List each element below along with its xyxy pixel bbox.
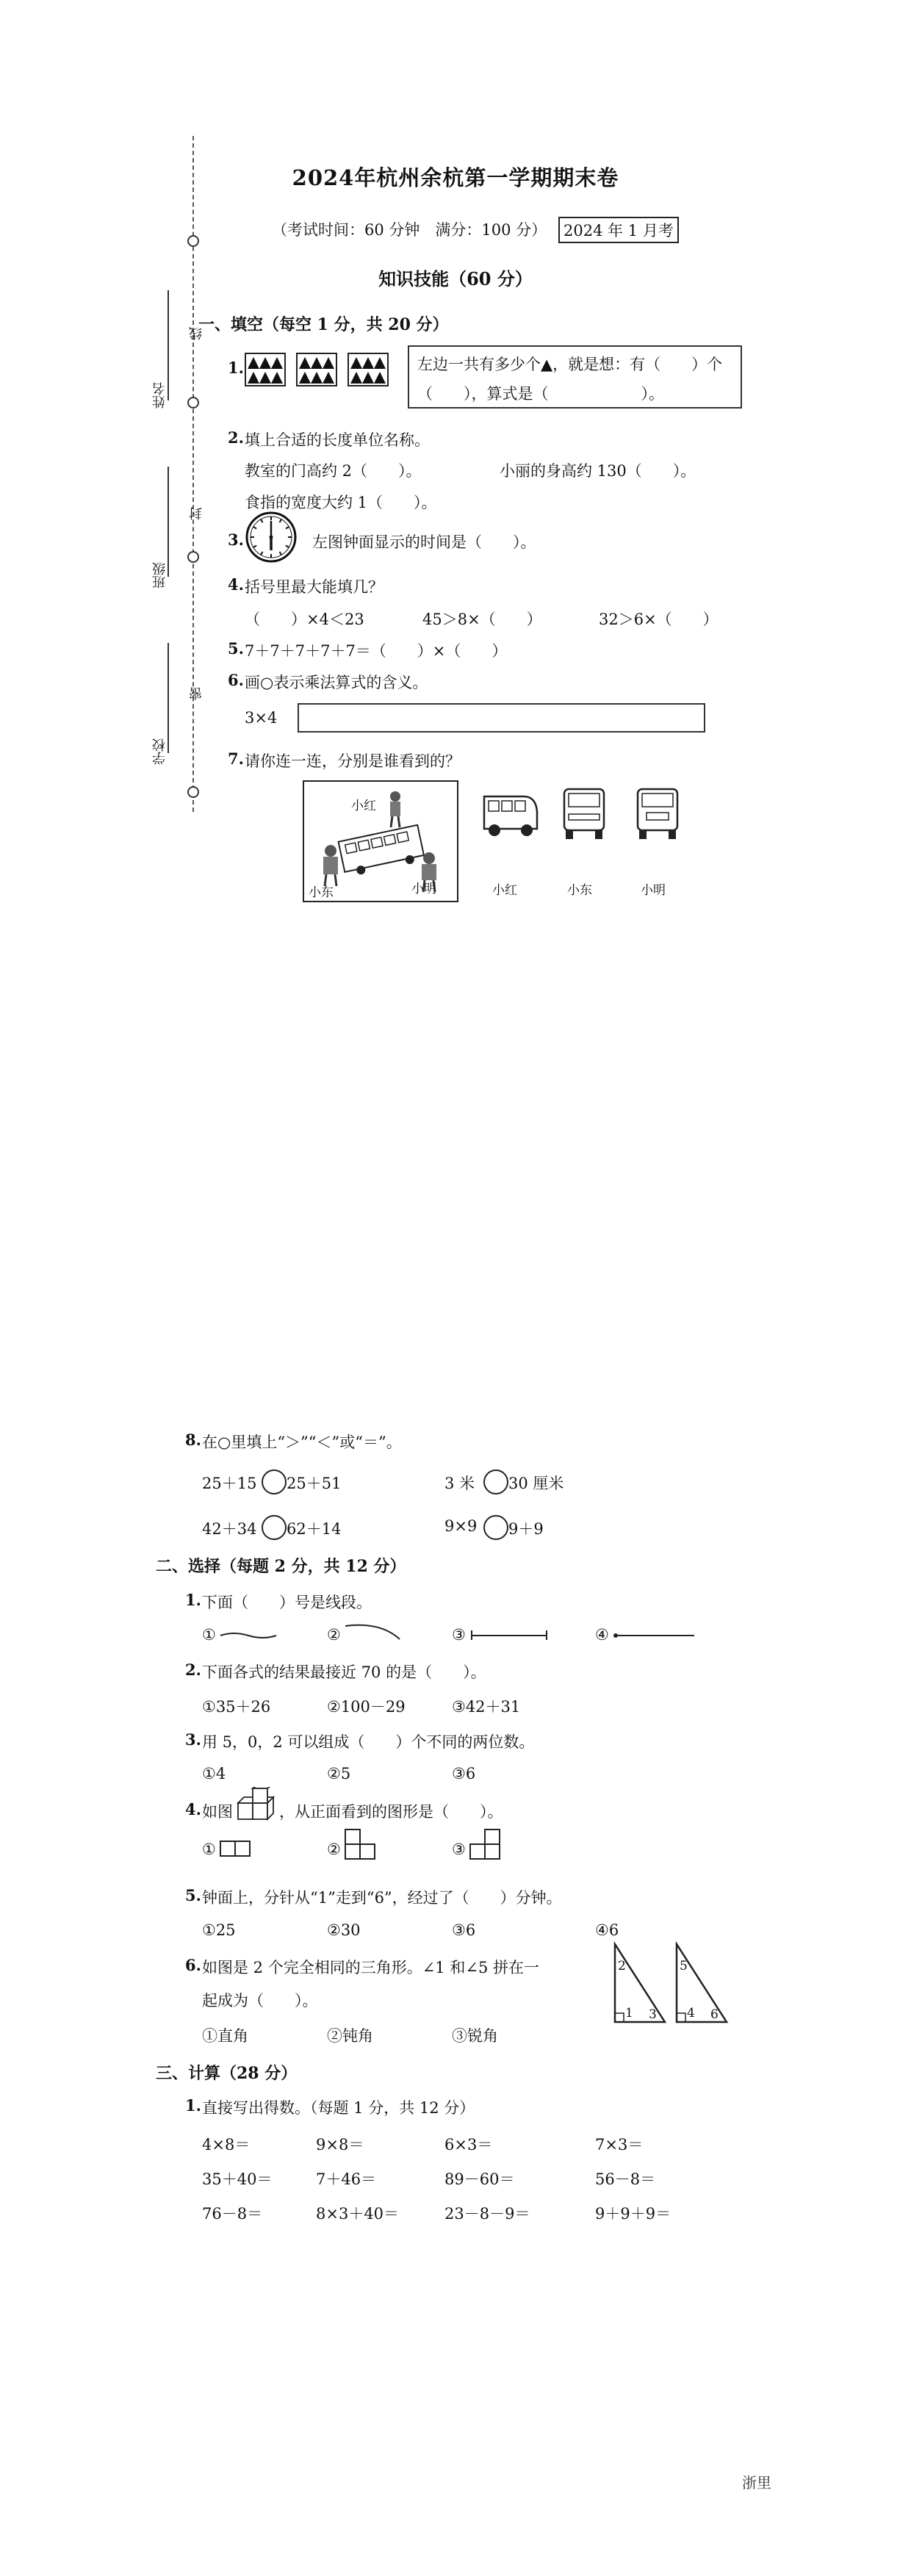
s2-q5-option-3[interactable]: ③6	[452, 1921, 476, 1939]
q4-item-b: 45＞8×（ ）	[422, 611, 542, 628]
q8-r1b-right: 30 厘米	[508, 1475, 564, 1492]
three-squares-l-icon	[344, 1828, 378, 1865]
s2-q2-option-3[interactable]: ③42＋31	[452, 1698, 521, 1716]
school-label: 学校	[152, 738, 168, 765]
q7-option-label-1: 小红	[492, 883, 517, 898]
math-item: 9×8＝	[316, 2136, 364, 2154]
s2-q4-option-2[interactable]: ②	[327, 1841, 341, 1858]
q7-kid-right-label: 小明	[411, 882, 436, 896]
s2-q1-option-4[interactable]: ④	[595, 1626, 609, 1644]
math-item: 4×8＝	[202, 2136, 251, 2154]
q8-r2b-left: 9×9	[444, 1517, 478, 1535]
s2-q6-option-1[interactable]: ①直角	[202, 2027, 248, 2045]
bus-side-view	[481, 786, 540, 842]
name-label: 姓名	[152, 382, 168, 409]
s2-q4-stem-a: 如图	[202, 1803, 233, 1821]
s3-q1-stem: 直接写出得数。（每题 1 分，共 12 分）	[202, 2099, 475, 2117]
class-line	[168, 467, 169, 577]
angle-label-4: 4	[687, 2006, 695, 2021]
s2-q4-option-1[interactable]: ①	[202, 1841, 216, 1858]
arc-line-icon	[344, 1620, 403, 1645]
q2-item-b: 小丽的身高约 130（ ）。	[500, 462, 696, 480]
q1-text-line-2: （ ），算式是（ ）。	[417, 385, 664, 403]
q6-drawing-box[interactable]	[298, 703, 705, 733]
s2-q3-option-1[interactable]: ①4	[202, 1765, 226, 1782]
s2-q5-option-4[interactable]: ④6	[595, 1921, 619, 1939]
school-line	[168, 643, 169, 753]
s2-q2-option-2[interactable]: ②100－29	[327, 1698, 406, 1716]
q1-text-line-1: 左边一共有多少个▲，就是想：有（ ）个	[417, 356, 723, 373]
gutter-fold-label-2: 封	[189, 507, 204, 520]
q8-number: 8.	[185, 1431, 201, 1449]
angle-label-1: 1	[625, 2006, 633, 2021]
q1-number: 1.	[228, 359, 244, 377]
q2-item-c: 食指的宽度大约 1（ ）。	[245, 494, 437, 511]
s2-q6-stem-line-1: 如图是 2 个完全相同的三角形。∠1 和∠5 拼在一	[202, 1959, 539, 1976]
three-squares-r-icon	[469, 1828, 503, 1865]
angle-label-2: 2	[618, 1959, 626, 1974]
bus-back-view	[633, 785, 682, 843]
triangle-group-icon	[349, 354, 387, 385]
angle-label-5: 5	[680, 1959, 688, 1974]
wavy-line-icon	[219, 1627, 278, 1646]
exam-info: （考试时间：60 分钟 满分：100 分）	[272, 221, 547, 239]
math-item: 23－8－9＝	[444, 2205, 530, 2223]
s2-q5-number: 5.	[185, 1886, 201, 1904]
s2-q1-stem: 下面（ ）号是线段。	[202, 1594, 372, 1611]
s2-q1-option-3[interactable]: ③	[452, 1626, 466, 1644]
gutter-hole-4	[187, 786, 199, 798]
q7-stem: 请你连一连，分别是谁看到的？	[245, 752, 461, 770]
q8-r2a-right: 62＋14	[287, 1520, 342, 1538]
q8-stem: 在○里填上“＞”“＜”或“＝”。	[202, 1433, 402, 1451]
s2-q6-option-3[interactable]: ③锐角	[452, 2027, 498, 2045]
footer-mark: 浙里	[742, 2474, 771, 2492]
s2-q1-option-1[interactable]: ①	[202, 1626, 216, 1644]
q6-stem: 画○表示乘法算式的含义。	[245, 674, 428, 691]
compare-circle[interactable]	[483, 1515, 508, 1540]
q4-number: 4.	[228, 575, 244, 594]
q5-number: 5.	[228, 639, 244, 658]
q7-kid-left-label: 小东	[309, 885, 334, 900]
triangle-box-1	[245, 353, 286, 386]
exam-title: 2024年杭州余杭第一学期期末卷	[292, 165, 619, 190]
q8-r1b-left: 3 米	[444, 1475, 475, 1492]
q3-number: 3.	[228, 530, 244, 549]
q7-option-label-3: 小明	[641, 883, 666, 898]
s2-q2-number: 2.	[185, 1661, 201, 1679]
s2-q4-stem-b: ，从正面看到的图形是（ ）。	[279, 1803, 503, 1821]
section-1-heading: 一、填空（每空 1 分，共 20 分）	[198, 315, 449, 334]
q7-option-label-2: 小东	[567, 883, 592, 898]
s2-q3-stem: 用 5，0，2 可以组成（ ）个不同的两位数。	[202, 1733, 535, 1751]
ray-line-icon	[612, 1627, 696, 1646]
q2-number: 2.	[228, 428, 244, 447]
triangle-box-3	[348, 353, 389, 386]
q7-kid-top-label: 小红	[351, 799, 376, 813]
q2-stem: 填上合适的长度单位名称。	[245, 431, 430, 449]
s2-q3-option-3[interactable]: ③6	[452, 1765, 476, 1782]
section-3-heading: 三、计算（28 分）	[156, 2064, 298, 2083]
triangle-group-icon	[298, 354, 336, 385]
q4-item-a: （ ）×4＜23	[245, 611, 364, 628]
segment-line-icon	[469, 1627, 550, 1646]
cube-stack-icon	[235, 1787, 276, 1824]
s2-q6-option-2[interactable]: ②钝角	[327, 2027, 373, 2045]
s2-q1-number: 1.	[185, 1591, 201, 1609]
q8-r2b-right: 9＋9	[508, 1520, 544, 1538]
triangle-group-icon	[246, 354, 284, 385]
s2-q6-stem-line-2: 起成为（ ）。	[202, 1992, 318, 2010]
q7-number: 7.	[228, 749, 244, 768]
section-2-heading: 二、选择（每题 2 分，共 12 分）	[156, 1557, 406, 1576]
q6-number: 6.	[228, 671, 244, 689]
gutter-fold-label-3: 密	[189, 687, 204, 700]
s2-q2-stem: 下面各式的结果最接近 70 的是（ ）。	[202, 1663, 486, 1681]
angle-label-3: 3	[649, 2007, 657, 2022]
s2-q4-number: 4.	[185, 1800, 201, 1818]
triangle-groups	[245, 353, 399, 388]
gutter-fold-label-1: 线	[189, 327, 204, 340]
q8-r1a-right: 25＋51	[287, 1475, 342, 1492]
s2-q1-option-2[interactable]: ②	[327, 1626, 341, 1644]
part-title: 知识技能（60 分）	[378, 268, 533, 289]
compare-circle[interactable]	[262, 1515, 287, 1540]
math-item: 89－60＝	[444, 2170, 515, 2188]
exam-date-tag: 2024 年 1 月考	[558, 217, 679, 243]
math-item: 56－8＝	[595, 2170, 656, 2188]
math-item: 7×3＝	[595, 2136, 644, 2154]
bus-front-view	[560, 785, 608, 843]
q2-item-a: 教室的门高约 2（ ）。	[245, 462, 422, 480]
math-item: 7＋46＝	[316, 2170, 377, 2188]
compare-circle[interactable]	[262, 1469, 287, 1494]
math-item: 35＋40＝	[202, 2170, 273, 2188]
math-item: 76－8＝	[202, 2205, 263, 2223]
s2-q4-option-3[interactable]: ③	[452, 1841, 466, 1858]
q8-r2a-left: 42＋34	[202, 1520, 257, 1538]
compare-circle[interactable]	[483, 1469, 508, 1494]
q8-r1a-left: 25＋15	[202, 1475, 257, 1492]
s2-q5-option-1[interactable]: ①25	[202, 1921, 236, 1939]
math-item: 6×3＝	[444, 2136, 493, 2154]
q3-text: 左图钟面显示的时间是（ ）。	[312, 533, 536, 551]
math-item: 9＋9＋9＝	[595, 2205, 671, 2223]
q6-expression: 3×4	[245, 709, 278, 727]
s2-q5-stem: 钟面上，分针从“1”走到“6”，经过了（ ）分钟。	[202, 1889, 562, 1907]
angle-label-6: 6	[710, 2007, 719, 2022]
two-right-triangles-figure	[606, 1940, 731, 2028]
class-label: 班级	[152, 562, 168, 589]
q4-stem: 括号里最大能填几？	[245, 578, 384, 596]
triangle-box-2	[296, 353, 337, 386]
gutter-hole-3	[187, 551, 199, 563]
q4-item-c: 32＞6×（ ）	[599, 611, 719, 628]
two-squares-row-icon	[219, 1839, 253, 1861]
s2-q3-number: 3.	[185, 1730, 201, 1749]
gutter-hole-2	[187, 397, 199, 409]
clock-icon	[245, 511, 298, 566]
q5-text: 7＋7＋7＋7＋7＝（ ）×（ ）	[245, 642, 508, 660]
s2-q5-option-2[interactable]: ②30	[327, 1921, 361, 1939]
math-item: 8×3＋40＝	[316, 2205, 400, 2223]
s2-q3-option-2[interactable]: ②5	[327, 1765, 351, 1782]
s2-q6-number: 6.	[185, 1956, 201, 1974]
gutter-hole-1	[187, 235, 199, 247]
s3-q1-number: 1.	[185, 2096, 201, 2115]
s2-q2-option-1[interactable]: ①35＋26	[202, 1698, 271, 1716]
